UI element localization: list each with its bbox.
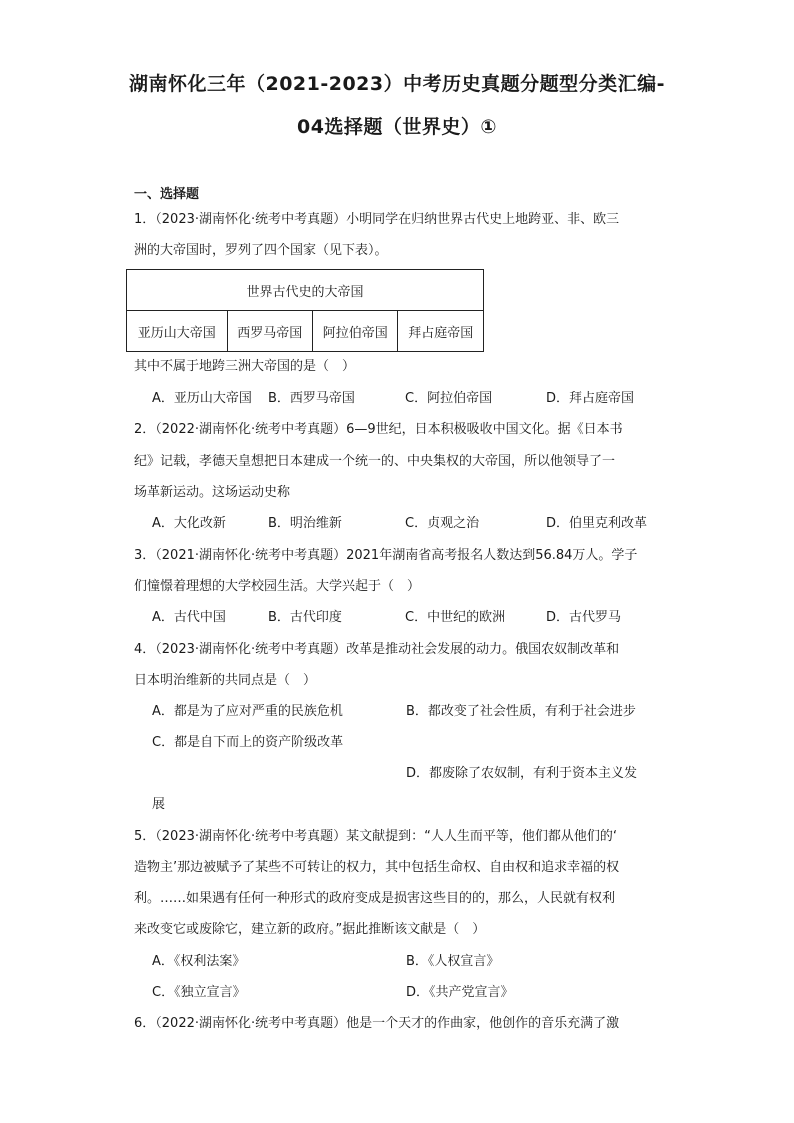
- q2-option-b: B．明治维新: [268, 516, 342, 531]
- q4-option-b: B．都改变了社会性质，有利于社会进步: [406, 704, 636, 719]
- q5-option-a: A．《权利法案》: [152, 954, 246, 969]
- q2-stem-line-3: 场革新运动。这场运动史称: [134, 485, 291, 500]
- q4-option-c: C．都是自下而上的资产阶级改革: [152, 735, 344, 750]
- q1-option-c: C．阿拉伯帝国: [405, 391, 493, 406]
- q3-stem-line-1: 3．（2021·湖南怀化·统考中考真题）2021年湖南省高考报名人数达到56.84万人。学子: [134, 548, 638, 563]
- q2-stem-line-2: 纪》记载，孝德天皇想把日本建成一个统一的、中央集权的大帝国，所以他领导了一: [134, 454, 616, 469]
- q1-option-a: A．亚历山大帝国: [152, 391, 252, 406]
- q5-option-b: B．《人权宣言》: [406, 954, 500, 969]
- q2-option-d: D．伯里克利改革: [546, 516, 648, 531]
- q2-option-c: C．贞观之治: [405, 516, 480, 531]
- q5-option-c: C．《独立宣言》: [152, 985, 246, 1000]
- q4-option-d-continued: 展: [152, 797, 166, 812]
- q5-option-d: D．《共产党宣言》: [406, 985, 514, 1000]
- q3-option-b: B．古代印度: [268, 610, 342, 625]
- q3-stem-line-2: 们憧憬着理想的大学校园生活。大学兴起于（ ）: [134, 579, 421, 594]
- q4-option-d: D．都废除了农奴制，有利于资本主义发: [406, 766, 638, 781]
- section-heading: 一、选择题: [134, 187, 200, 202]
- table-header: 世界古代史的大帝国: [127, 270, 484, 311]
- table-cell: 西罗马帝国: [227, 311, 312, 352]
- empire-table: [126, 269, 484, 352]
- q5-stem-line-1: 5．（2023·湖南怀化·统考中考真题）某文献提到：“人人生而平等，他们都从他们的‘: [134, 829, 617, 844]
- q4-stem-line-2: 日本明治维新的共同点是（ ）: [134, 673, 317, 688]
- q6-stem-line-1: 6．（2022·湖南怀化·统考中考真题）他是一个天才的作曲家，他创作的音乐充满了激: [134, 1016, 620, 1031]
- table-cell: 拜占庭帝国: [398, 311, 484, 352]
- q2-stem-line-1: 2．（2022·湖南怀化·统考中考真题）6—9世纪，日本积极吸收中国文化。据《日本书: [134, 422, 623, 437]
- q5-stem-line-4: 来改变它或废除它，建立新的政府。”据此推断该文献是（ ）: [134, 922, 486, 937]
- q1-option-b: B．西罗马帝国: [268, 391, 355, 406]
- q3-option-d: D．古代罗马: [546, 610, 622, 625]
- document-title-line-2: 04选择题（世界史）①: [296, 116, 498, 138]
- table-cell: 亚历山大帝国: [127, 311, 228, 352]
- q4-stem-line-1: 4．（2023·湖南怀化·统考中考真题）改革是推动社会发展的动力。俄国农奴制改革和: [134, 642, 620, 657]
- q5-stem-line-3: 利。……如果遇有任何一种形式的政府变成是损害这些目的的，那么，人民就有权利: [134, 891, 616, 906]
- q1-stem-line-2: 洲的大帝国时，罗列了四个国家（见下表）。: [134, 243, 388, 258]
- q3-option-a: A．古代中国: [152, 610, 226, 625]
- q5-stem-line-2: 造物主’那边被赋予了某些不可转让的权力，其中包括生命权、自由权和追求幸福的权: [134, 860, 620, 875]
- q4-option-a: A．都是为了应对严重的民族危机: [152, 704, 343, 719]
- q1-question: 其中不属于地跨三洲大帝国的是（ ）: [134, 359, 356, 374]
- q2-option-a: A．大化改新: [152, 516, 226, 531]
- document-title-line-1: 湖南怀化三年（2021-2023）中考历史真题分题型分类汇编-: [128, 73, 666, 95]
- table-cell: 阿拉伯帝国: [312, 311, 397, 352]
- q1-option-d: D．拜占庭帝国: [546, 391, 635, 406]
- q3-option-c: C．中世纪的欧洲: [405, 610, 506, 625]
- q1-stem-line-1: 1．（2023·湖南怀化·统考中考真题）小明同学在归纳世界古代史上地跨亚、非、欧三: [134, 212, 620, 227]
